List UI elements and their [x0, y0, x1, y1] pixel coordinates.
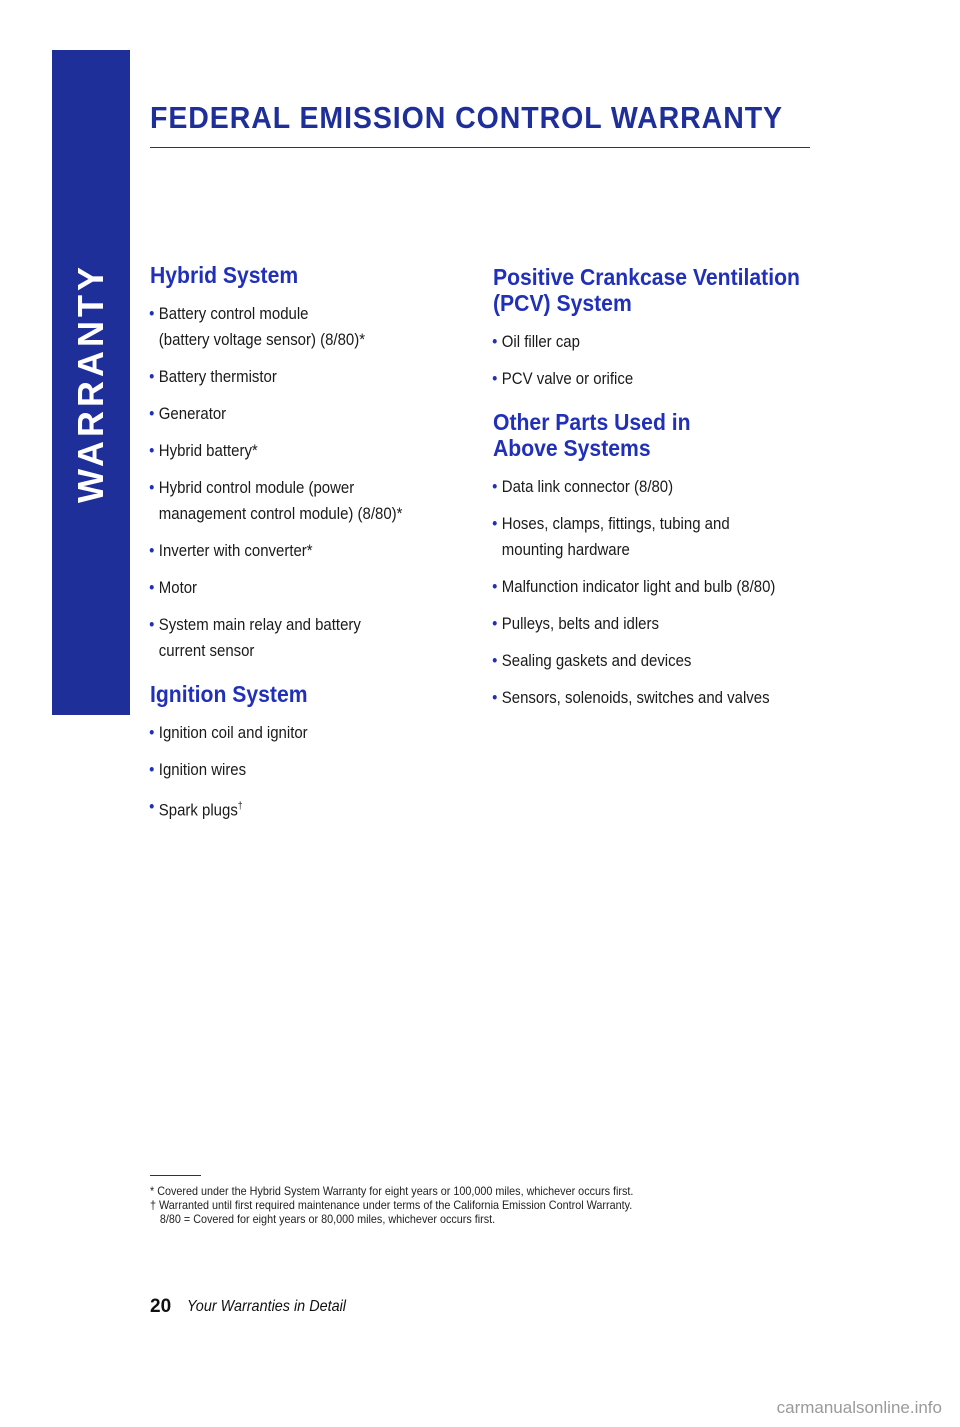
list-item: • Pulleys, belts and idlers [493, 611, 783, 637]
dagger-mark: † [237, 801, 243, 812]
list-item: • Inverter with converter* [150, 538, 440, 564]
ignition-system-list [150, 720, 480, 824]
list-item: • Oil filler cap [493, 329, 783, 355]
footnotes [150, 1184, 850, 1226]
list-item: • Hybrid battery* [150, 438, 440, 464]
footnote-dagger: † Warranted until first required maintenance under terms of the California Emission Control Warranty. [150, 1198, 633, 1212]
section-heading-ignition-system: Ignition System [150, 681, 308, 707]
other-parts-list [493, 474, 823, 711]
list-item: • Ignition wires [150, 757, 440, 783]
side-tab-label: WARRANTY [70, 263, 111, 503]
page-number: 20 [150, 1296, 172, 1317]
hybrid-system-list [150, 301, 480, 664]
list-item: • Sealing gaskets and devices [493, 648, 783, 674]
list-item: • System main relay and battery current sensor [150, 612, 440, 664]
watermark: carmanualsonline.info [776, 1398, 942, 1417]
section-heading-other-parts: Other Parts Used in Above Systems [493, 409, 691, 461]
pcv-system-list [493, 329, 823, 392]
list-item: • Malfunction indicator light and bulb (8/80) [493, 574, 783, 600]
list-item: • Hybrid control module (power management control module) (8/80)* [150, 475, 440, 527]
list-item: • Ignition coil and ignitor [150, 720, 440, 746]
page-title: FEDERAL EMISSION CONTROL WARRANTY [150, 100, 784, 135]
list-item: • Generator [150, 401, 440, 427]
footnote-divider [150, 1175, 201, 1176]
right-column [493, 264, 823, 711]
list-item: • Battery thermistor [150, 364, 440, 390]
list-item: • Battery control module (battery voltage sensor) (8/80)* [150, 301, 440, 353]
list-item: • Spark plugs† [150, 794, 440, 824]
list-item: • Sensors, solenoids, switches and valves [493, 685, 783, 711]
section-heading-pcv-system: Positive Crankcase Ventilation (PCV) System [493, 264, 800, 316]
list-item: • Data link connector (8/80) [493, 474, 783, 500]
footer-label: Your Warranties in Detail [187, 1298, 347, 1315]
list-item: • PCV valve or orifice [493, 366, 783, 392]
list-item: • Hoses, clamps, fittings, tubing and mounting hardware [493, 511, 783, 563]
list-item: • Motor [150, 575, 440, 601]
title-divider [150, 147, 810, 148]
footnote-8-80: 8/80 = Covered for eight years or 80,000 miles, whichever occurs first. [159, 1212, 496, 1226]
section-heading-hybrid-system: Hybrid System [150, 262, 299, 288]
footnote-asterisk: * Covered under the Hybrid System Warranty for eight years or 100,000 miles, whichever occurs first. [150, 1184, 634, 1198]
left-column [150, 262, 480, 824]
